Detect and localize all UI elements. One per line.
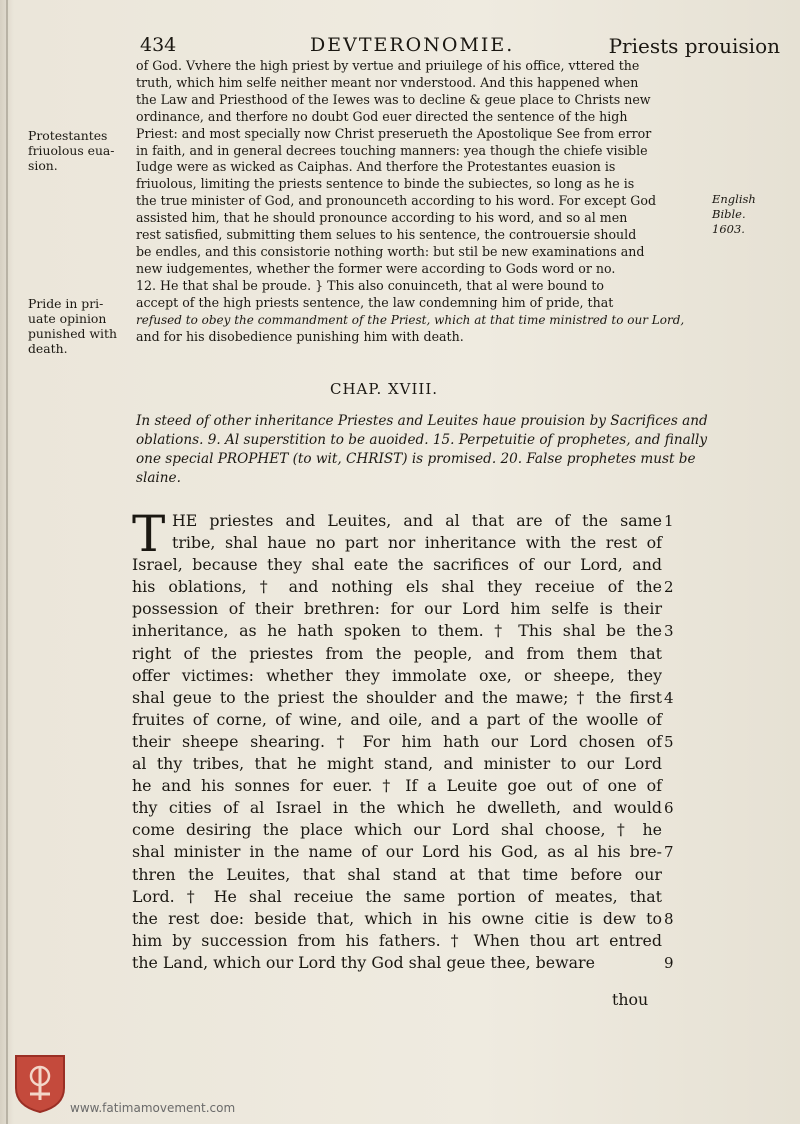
margin-note-line: Pride in pri- bbox=[28, 296, 104, 311]
text-line: his oblations, † and nothing els shal they receiue of the bbox=[132, 577, 662, 597]
verse-number bbox=[664, 886, 694, 908]
margin-note-line: Protestantes bbox=[28, 128, 108, 143]
verse-number bbox=[664, 532, 694, 554]
margin-note-english-bible bbox=[712, 192, 756, 237]
text-line: the rest doe: beside that, which in his owne citie is dew to bbox=[132, 908, 662, 928]
verse-number bbox=[664, 753, 694, 775]
margin-note-pride bbox=[28, 296, 117, 356]
text-line: thy cities of al Israel in the which he dwelleth, and would bbox=[132, 798, 662, 818]
annotation-line: Iudge were as wicked as Caiphas. And therfore the Protestantes euasion is bbox=[136, 159, 616, 175]
margin-note-line: death. bbox=[28, 341, 68, 356]
annotation-line: and for his disobedience punishing him with death. bbox=[136, 328, 464, 344]
text-line: him by succession from his fathers. † When thou art entred bbox=[132, 930, 662, 950]
binding-edge bbox=[6, 0, 8, 1124]
annotation-line: the true minister of God, and pronounceth according to his word. For except God bbox=[136, 193, 657, 209]
text-line: possession of their brethren: for our Lord him selfe is their bbox=[132, 599, 662, 619]
text-line: Israel, because they shal eate the sacrifices of our Lord, and bbox=[132, 555, 662, 575]
verse-number: 4 bbox=[664, 688, 674, 707]
annotation-line: in faith, and in general decrees touching manners: yea though the chiefe visible bbox=[136, 142, 648, 158]
chapter-heading: CHAP. XVIII. bbox=[330, 380, 439, 398]
chapter-argument: In steed of other inheritance Priestes and Leuites haue prouision by Sacrifices and oblations. 9. Al superstition to be auoided. 15. Perpetuitie of prophetes, and finally one special PROPHET (to wit, CHRIST) is promised. 20. False prophetes must be slaine. bbox=[136, 413, 708, 486]
text-line: their sheepe shearing. † For him hath our Lord chosen of bbox=[132, 731, 662, 751]
text-line: shal minister in the name of our Lord his God, as al his bre- bbox=[132, 842, 662, 862]
verse-number: 1 bbox=[664, 512, 674, 530]
verse-number: 7 bbox=[664, 843, 674, 862]
verse-number bbox=[664, 819, 694, 841]
text-line: right of the priestes from the people, and from them that bbox=[132, 643, 662, 663]
text-line: fruites of corne, of wine, and oile, and a part of the woolle of bbox=[132, 709, 662, 729]
footer-url: www.fatimamovement.com bbox=[70, 1101, 236, 1115]
annotation-line: new iudgementes, whether the former were according to Gods word or no. bbox=[136, 260, 616, 276]
margin-note-line: 1603. bbox=[712, 222, 745, 236]
verse-number: 5 bbox=[664, 732, 674, 751]
annotation-line: rest satisfied, submitting them selues to his sentence, the controuersie should bbox=[136, 227, 637, 243]
annotation-line: the Law and Priesthood of the Iewes was to decline & geue place to Christs new bbox=[136, 91, 651, 107]
verse-number bbox=[664, 554, 694, 576]
text-line: HE priestes and Leuites, and al that are of the same bbox=[172, 511, 662, 530]
verse-number: 6 bbox=[664, 799, 674, 818]
text-line: shal geue to the priest the shoulder and the mawe; † the first bbox=[132, 687, 662, 707]
verse-numbers bbox=[664, 510, 694, 974]
running-title: DEVTERONOMIE. bbox=[310, 34, 515, 56]
margin-note-line: sion. bbox=[28, 158, 58, 173]
verse-number: 2 bbox=[664, 578, 674, 597]
verse-number: 3 bbox=[664, 622, 674, 641]
verse-number bbox=[664, 665, 694, 687]
annotation-line: ordinance, and therfore no doubt God euer directed the sentence of the high bbox=[136, 108, 628, 124]
scripture-text bbox=[132, 505, 662, 974]
text-line: the Land, which our Lord thy God shal geue thee, beware bbox=[132, 952, 595, 972]
text-line: thren the Leuites, that shal stand at that time before our bbox=[132, 864, 662, 884]
text-line: Lord. † He shal receiue the same portion of meates, that bbox=[132, 886, 662, 906]
verse-number: 9 bbox=[664, 953, 674, 972]
text-line: inheritance, as he hath spoken to them. † This shal be the bbox=[132, 621, 662, 641]
annotation-line: friuolous, limiting the priests sentence to binde the subiectes, so long as he is bbox=[136, 176, 635, 192]
catchword: thou bbox=[612, 990, 649, 1009]
text-line: al thy tribes, that he might stand, and minister to our Lord bbox=[132, 754, 662, 774]
margin-note-line: friuolous eua- bbox=[28, 143, 115, 158]
watermark-logo bbox=[12, 1052, 68, 1114]
verse-number bbox=[664, 598, 694, 620]
text-line: offer victimes: whether they immolate oxe, or sheepe, they bbox=[132, 665, 662, 685]
text-line: come desiring the place which our Lord shal choose, † he bbox=[132, 820, 662, 840]
annotation-line: accept of the high priests sentence, the law condemning him of pride, that bbox=[136, 294, 614, 310]
verse-number bbox=[664, 930, 694, 952]
margin-note-line: Bible. bbox=[712, 207, 746, 221]
annotation-line: 12. He that shal be proude. } This also conuinceth, that al were bound to bbox=[136, 277, 604, 293]
margin-note-line: punished with bbox=[28, 326, 117, 341]
running-head: Priests prouision bbox=[608, 34, 780, 58]
verse-number bbox=[664, 709, 694, 731]
margin-note-protestantes bbox=[28, 128, 115, 173]
page-number: 434 bbox=[140, 34, 177, 56]
margin-note-line: English bbox=[712, 192, 756, 206]
margin-note-line: uate opinion bbox=[28, 311, 107, 326]
verse-number bbox=[664, 864, 694, 886]
annotation-line: assisted him, that he should pronounce according to his word, and so al men bbox=[136, 210, 628, 226]
verse-number: 8 bbox=[664, 909, 674, 928]
text-line: he and his sonnes for euer. † If a Leuite goe out of one of bbox=[132, 776, 662, 796]
drop-cap: T bbox=[132, 505, 166, 563]
verse-number bbox=[664, 643, 694, 665]
text-line: tribe, shal haue no part nor inheritance with the rest of bbox=[172, 533, 662, 553]
annotation-line: Priest: and most specially now Christ preserueth the Apostolique See from error bbox=[136, 125, 652, 141]
annotation-line: refused to obey the commandment of the Priest, which at that time ministred to our Lord, bbox=[136, 312, 685, 327]
verse-number bbox=[664, 775, 694, 797]
annotation-line: of God. Vvhere the high priest by vertue and priuilege of his office, vttered the bbox=[136, 58, 640, 73]
annotation-text bbox=[136, 58, 714, 345]
annotation-line: truth, which him selfe neither meant nor vnderstood. And this happened when bbox=[136, 74, 639, 90]
annotation-line: be endles, and this consistorie nothing worth: but stil be new examinations and bbox=[136, 243, 645, 259]
